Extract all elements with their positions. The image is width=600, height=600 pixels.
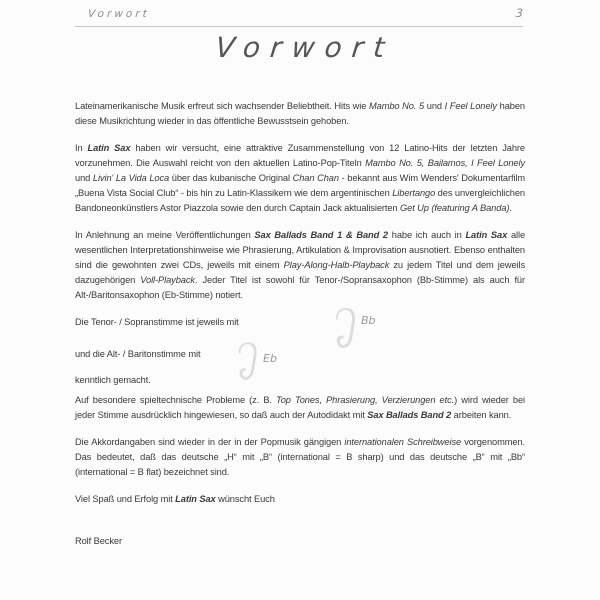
eb-label: Eb — [263, 352, 277, 365]
text-segment: Chan Chan — [292, 173, 339, 183]
page-title: Vorwort — [213, 31, 397, 64]
preface-body — [75, 99, 525, 549]
text-segment: haben diese Musikrichtung wieder in das öffentliche Bewusstsein gehoben. — [75, 101, 525, 126]
text-segment: Livin' La Vida Loca — [92, 173, 170, 183]
text-segment: . — [509, 203, 512, 213]
text-segment: Play-Along-Halb-Playback — [283, 260, 390, 270]
text-segment: Top Tones, Phrasierung, Verzierungen etc. — [276, 395, 455, 405]
text-segment: Latin Sax — [87, 143, 131, 153]
text-segment: habe ich auch in — [388, 230, 466, 240]
paragraph-greeting — [75, 492, 525, 507]
text-segment: Get Up (featuring A Banda) — [400, 203, 510, 213]
text-segment: haben wir versucht, eine attraktive Zusammenstellung von 12 Latino-Hits der letzten Jahre vorzunehmen. Die Auswahl reicht von den aktuellen Latino-Pop-Titeln — [75, 143, 525, 168]
paragraph-song-selection — [75, 141, 525, 216]
text-segment: Auf besondere spieltechnische Probleme (z. B. — [75, 395, 277, 405]
text-segment: und — [424, 101, 445, 111]
author-signature: Rolf Becker — [75, 536, 122, 546]
text-segment: Latin Sax — [175, 494, 216, 504]
header-rule — [75, 26, 523, 27]
text-segment: des unvergleichlichen Bandoneonkünstlers Astor Piazzola sowie den durch Captain Jack aktualisierten — [75, 188, 526, 213]
paragraph-popularity — [75, 99, 525, 129]
text-segment: wünscht Euch — [215, 494, 275, 504]
text-segment: vorgenommen. Das bedeutet, daß das deutsche „H“ mit „B“ (international = B sharp) und das deutsche „B“ mit „Bb“ (international = B flat) bezeichnet sind. — [75, 437, 526, 477]
text-segment: ) wird wieder bei jeder Stimme ausdrücklich hingewiesen, so daß auch der Autodidakt mit — [75, 395, 525, 420]
paragraph-notation-cds — [75, 228, 525, 303]
text-segment: Viel Spaß und Erfolg mit — [75, 494, 176, 504]
text-segment: internationalen Schreibweise — [344, 437, 462, 447]
text-segment: Mambo No. 5, Bailamos, I Feel Lonely — [365, 158, 525, 168]
running-head: Vorwort — [87, 8, 151, 20]
kenntlich-line: kenntlich gemacht. — [75, 375, 151, 385]
text-segment: alle wesentlichen Interpretationshinweise wie Phrasierung, Artikulation & Improvisation ausnotiert. Ebenso enthalten sind die gewohnten zwei CDs, jeweils mit einem — [75, 230, 526, 270]
text-segment: Latin Sax — [465, 230, 508, 240]
text-segment: - bekannt aus Wim Wenders' Dokumentarfilm „Buena Vista Social Club“ - bis hin zu Latin-Klassikern wie dem argentinischen — [75, 173, 525, 198]
paragraph-chord-notation — [75, 435, 525, 480]
text-segment: arbeiten kann. — [451, 410, 512, 420]
text-segment: Sax Ballads Band 2 — [367, 410, 452, 420]
text-segment: . Jeder Titel ist sowohl für Tenor-/Sopransaxophon (Bb-Stimme) als auch für Alt-/Baritonsaxophon (Eb-Stimme) notiert. — [75, 275, 525, 300]
text-segment: I Feel Lonely — [444, 101, 497, 111]
alto-baritone-line: und die Alt- / Baritonstimme mit — [75, 349, 201, 359]
text-segment: In — [75, 143, 88, 153]
page-number: 3 — [515, 6, 523, 20]
text-segment: Voll-Playback — [140, 275, 195, 285]
tenor-soprano-line: Die Tenor- / Sopranstimme ist jeweils mit — [75, 317, 239, 327]
text-segment: Die Akkordangaben sind wieder in der in der Popmusik gängigen — [75, 437, 345, 447]
text-segment: Mambo No. 5 — [369, 101, 425, 111]
text-segment: Lateinamerikanische Musik erfreut sich wachsender Beliebtheit. Hits wie — [75, 101, 369, 111]
bb-label: Bb — [361, 314, 376, 327]
text-segment: und — [75, 173, 93, 183]
text-segment: Sax Ballads Band 1 & Band 2 — [254, 230, 389, 240]
text-segment: In Anlehnung an meine Veröffentlichungen — [75, 230, 255, 240]
text-segment: über das kubanische Original — [169, 173, 293, 183]
text-segment: Libertango — [392, 188, 436, 198]
text-segment: zu jedem Titel und dem jeweils dazugehörigen — [75, 260, 525, 285]
paragraph-technique-hints — [75, 393, 525, 423]
